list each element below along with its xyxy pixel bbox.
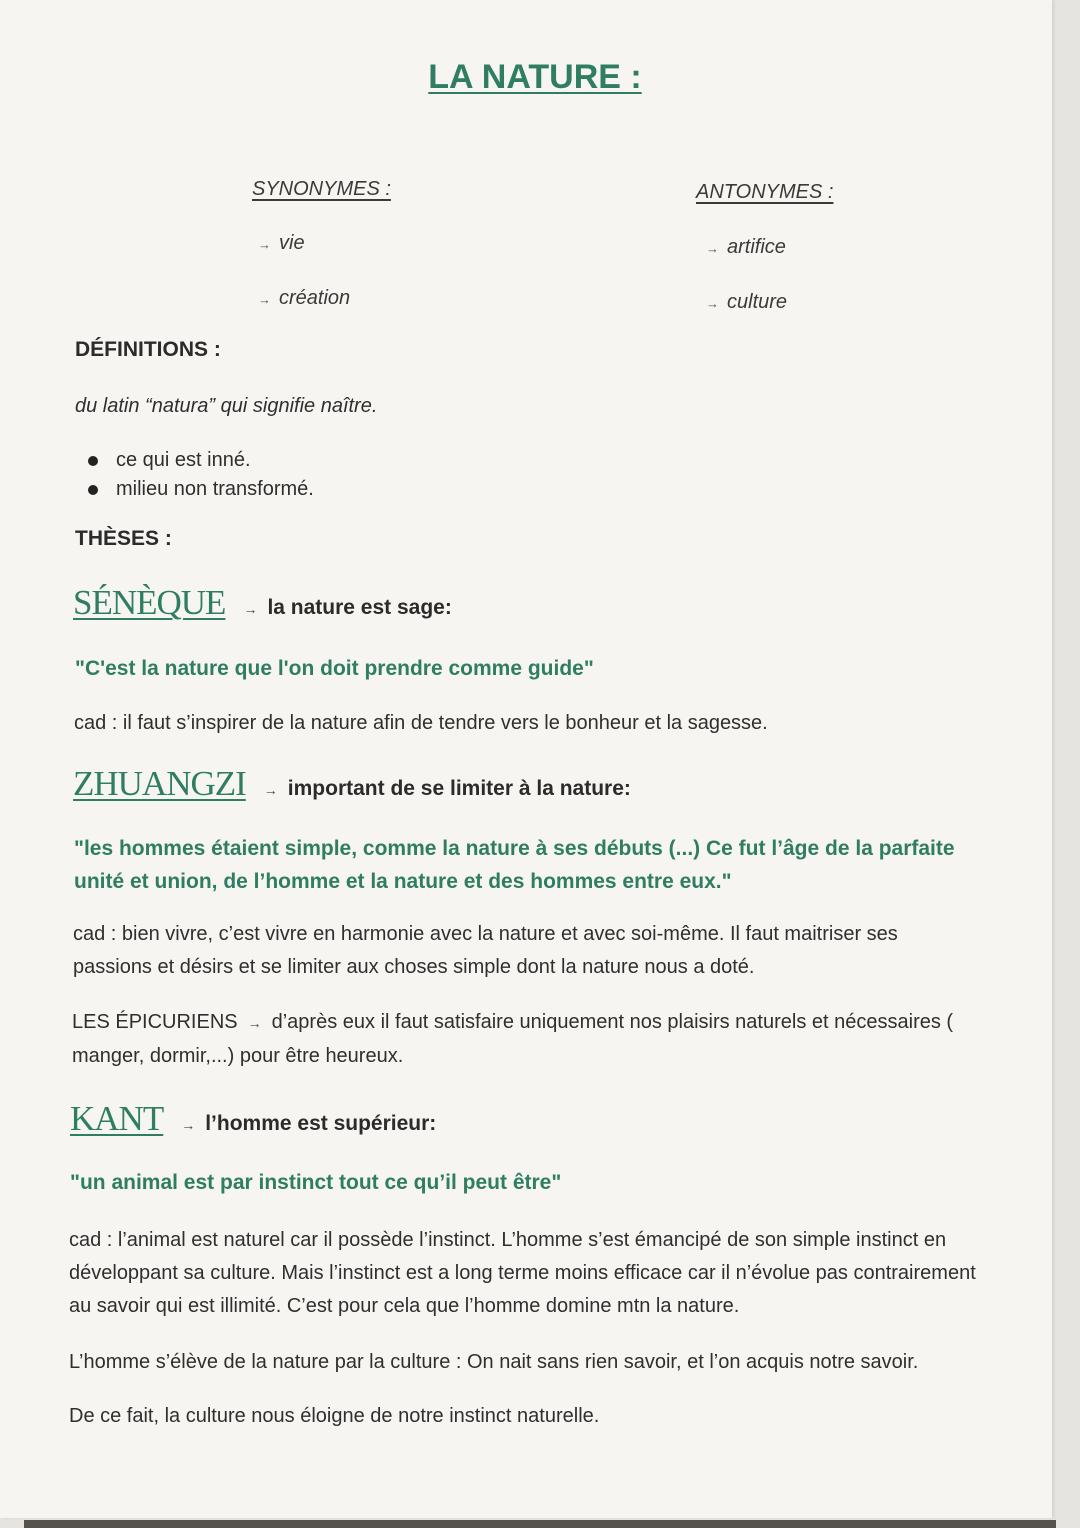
list-item: milieu non transformé. xyxy=(88,475,314,504)
kant-explanation: cad : l’animal est naturel car il possède l’instinct. L’homme s’est émancipé de son simple instinct en développant sa culture. Mais l’instinct est a long terme moins efficace car il n’évolue pas contrairement au savoir qui est illimité. C’est pour cela que l’homme domine mtn la nature. xyxy=(69,1229,976,1317)
synonyme-item: → création xyxy=(258,287,351,309)
philosopher-name: KANT xyxy=(70,1099,164,1138)
synonyme-item: → vie xyxy=(258,232,305,254)
seneque-quote: "C'est la nature que l'on doit prendre comme guide" xyxy=(75,657,594,680)
thesis-statement: la nature est sage: xyxy=(267,596,452,619)
kant-quote: "un animal est par instinct tout ce qu’il peut être" xyxy=(70,1171,562,1194)
bottom-band xyxy=(24,1520,1056,1528)
arrow-icon: → xyxy=(263,782,278,798)
seneque-explanation: cad : il faut s’inspirer de la nature afin de tendre vers le bonheur et la sagesse. xyxy=(74,712,768,734)
definition-latin: du latin “natura” qui signifie naître. xyxy=(75,395,378,417)
antonymes-heading: ANTONYMES : xyxy=(696,181,834,203)
synonymes-heading: SYNONYMES : xyxy=(252,178,391,200)
definitions-heading: DÉFINITIONS : xyxy=(75,338,221,361)
list-item: ce qui est inné. xyxy=(88,446,314,475)
kant-heading xyxy=(70,1099,436,1139)
arrow-icon: → xyxy=(181,1117,196,1133)
seneque-heading xyxy=(73,583,452,623)
definition-list xyxy=(88,446,314,504)
arrow-icon: → xyxy=(706,296,719,311)
philosopher-name: SÉNÈQUE xyxy=(73,583,226,622)
arrow-icon: → xyxy=(258,237,271,252)
theses-heading: THÈSES : xyxy=(75,527,172,550)
epicuriens-name: LES ÉPICURIENS xyxy=(72,1011,238,1033)
philosopher-name: ZHUANGZI xyxy=(73,764,246,803)
epicuriens-paragraph xyxy=(72,1006,1002,1073)
bullet-icon xyxy=(88,456,98,466)
arrow-icon: → xyxy=(243,601,258,617)
antonyme-item: → artifice xyxy=(706,236,786,258)
arrow-icon: → xyxy=(258,292,271,307)
arrow-icon: → xyxy=(247,1015,262,1031)
arrow-icon: → xyxy=(706,241,719,256)
zhuangzi-quote: "les hommes étaient simple, comme la nature à ses débuts (...) Ce fut l’âge de la parfaite unité et union, de l’homme et la nature et des hommes entre eux." xyxy=(74,837,955,893)
thesis-statement: l’homme est supérieur: xyxy=(205,1112,437,1135)
page-title: LA NATURE : xyxy=(428,58,642,96)
epicuriens-text: d’après eux il faut satisfaire uniquement nos plaisirs naturels et nécessaires ( manger, dormir,...) pour être heureux. xyxy=(72,1011,954,1067)
kant-conclusion-2: De ce fait, la culture nous éloigne de notre instinct naturelle. xyxy=(69,1405,600,1427)
kant-conclusion-1: L’homme s’élève de la nature par la culture : On nait sans rien savoir, et l’on acquis notre savoir. xyxy=(69,1351,919,1373)
bullet-icon xyxy=(88,485,98,495)
thesis-statement: important de se limiter à la nature: xyxy=(287,777,631,800)
antonyme-item: → culture xyxy=(706,291,788,313)
zhuangzi-explanation: cad : bien vivre, c’est vivre en harmonie avec la nature et avec soi-même. Il faut maitriser ses passions et désirs et se limiter aux choses simple dont la nature nous a doté. xyxy=(73,923,898,978)
zhuangzi-heading xyxy=(73,764,631,804)
